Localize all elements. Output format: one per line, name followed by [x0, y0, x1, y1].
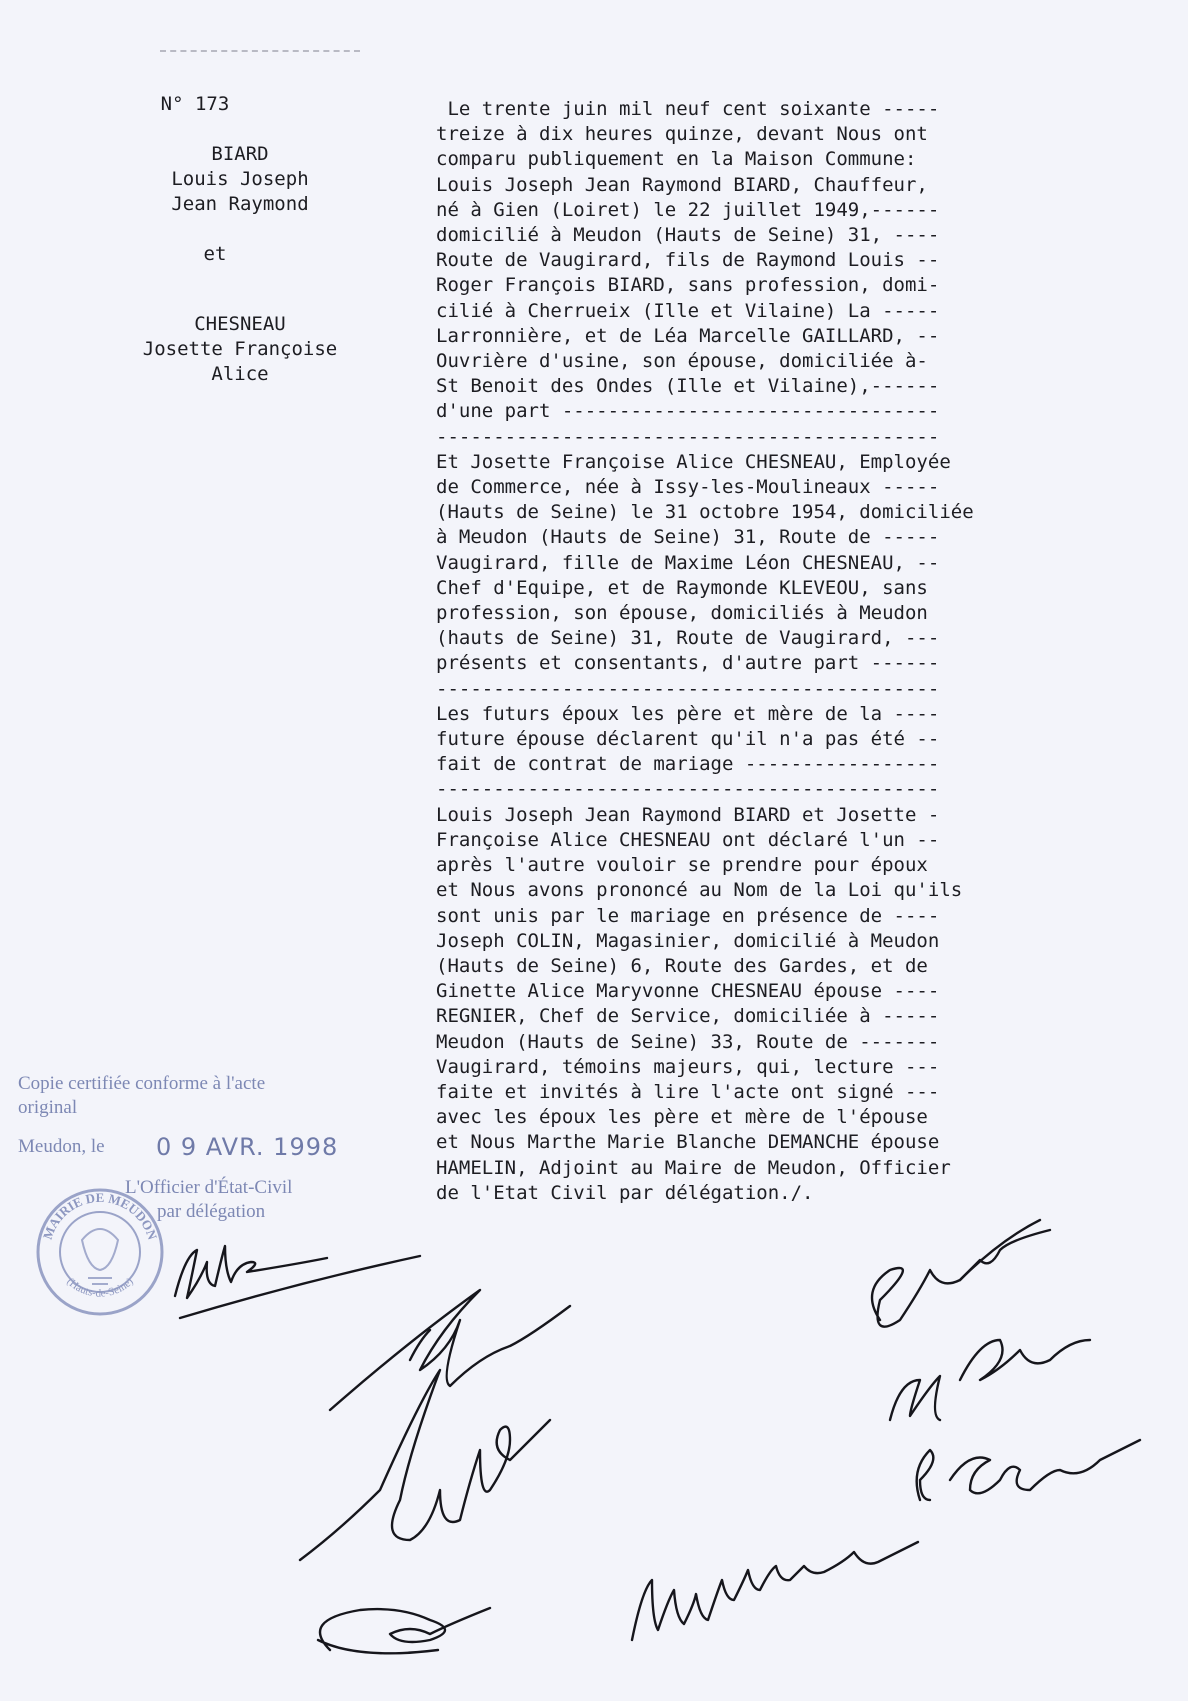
stamp-line-2: original: [18, 1097, 78, 1118]
groom-surname: BIARD: [211, 143, 269, 165]
act-text-line: Le trente juin mil neuf cent soixante -----: [436, 98, 940, 120]
act-text-line: --------------------------------------------: [436, 425, 940, 448]
act-text-line: Et Josette Françoise Alice CHESNEAU, Employée: [436, 450, 951, 473]
act-text-line: --------------------------------------------: [436, 778, 940, 801]
officer-signature: [175, 1246, 420, 1318]
groom-given-names-1: Louis Joseph: [171, 168, 309, 190]
act-text-line: Ouvrière d'usine, son épouse, domiciliée à-: [436, 350, 928, 373]
stamp-date: 0 9 AVR. 1998: [156, 1133, 339, 1161]
bride-given-names-1: Josette Françoise: [142, 338, 338, 360]
act-text-line: et Nous avons prononcé au Nom de la Loi qu'ils: [436, 879, 963, 902]
act-text-line: Ginette Alice Maryvonne CHESNEAU épouse ----: [436, 980, 940, 1003]
witness-signature-regnier: [632, 1542, 918, 1640]
act-text-line: Françoise Alice CHESNEAU ont déclaré l'un --: [436, 828, 940, 851]
groom-given-names-2: Jean Raymond: [171, 193, 309, 215]
act-text-line: faite et invités à lire l'acte ont signé ---: [436, 1080, 940, 1103]
stamp-place: Meudon, le: [18, 1136, 105, 1157]
act-text-line: après l'autre vouloir se prendre pour époux: [436, 854, 928, 877]
act-text-line: (hauts de Seine) 31, Route de Vaugirard, ---: [436, 627, 940, 650]
act-text-line: et Nous Marthe Marie Blanche DEMANCHE épouse: [436, 1131, 940, 1154]
act-text-line: à Meudon (Hauts de Seine) 31, Route de -----: [436, 526, 940, 549]
act-text-line: Meudon (Hauts de Seine) 33, Route de -------: [436, 1030, 940, 1053]
officer-line-2: par délégation: [157, 1201, 266, 1222]
act-text-line: de Commerce, née à Issy-les-Moulineaux -----: [436, 476, 940, 499]
act-text-line: future épouse déclarent qu'il n'a pas été --: [436, 728, 940, 751]
act-text-line: domicilié à Meudon (Hauts de Seine) 31, ----: [436, 224, 940, 247]
act-text-line: HAMELIN, Adjoint au Maire de Meudon, Officier: [436, 1156, 951, 1179]
act-text-line: présents et consentants, d'autre part ------: [436, 652, 940, 675]
act-text-line: Route de Vaugirard, fils de Raymond Louis --: [436, 249, 940, 272]
act-text-line: Vaugirard, fille de Maxime Léon CHESNEAU, --: [436, 551, 940, 574]
officer-line-1: L'Officier d'État-Civil: [125, 1177, 293, 1198]
act-text-line: sont unis par le mariage en présence de ----: [436, 904, 940, 927]
act-text-line: Larronnière, et de Léa Marcelle GAILLARD, --: [436, 324, 940, 347]
act-text-line: --------------------------------------------: [436, 677, 940, 700]
act-text-line: avec les époux les père et mère de l'épouse: [436, 1106, 928, 1129]
groom-signature: [330, 1290, 570, 1410]
act-text-line: profession, son épouse, domiciliés à Meudon: [436, 602, 928, 625]
seal-bottom-text: (Hauts-de-Seine): [64, 1275, 136, 1300]
connector-et: et: [203, 243, 227, 265]
act-text-line: de l'Etat Civil par délégation./.: [436, 1181, 814, 1204]
act-text-line: Roger François BIARD, sans profession, domi-: [436, 274, 940, 297]
act-text-line: Louis Joseph Jean Raymond BIARD, Chauffeur,: [436, 173, 928, 196]
act-text-line: Les futurs époux les père et mère de la ----: [436, 702, 940, 725]
act-text-line: Vaugirard, témoins majeurs, qui, lecture ---: [436, 1055, 940, 1078]
bride-initials-signature: [318, 1608, 490, 1653]
bride-given-names-2: Alice: [211, 363, 269, 385]
chesneau-signature-3: [917, 1440, 1140, 1500]
act-text-line: comparu publiquement en la Maison Commune:: [436, 148, 917, 171]
act-text-line: cilié à Cherrueix (Ille et Vilaine) La -----: [436, 299, 940, 322]
act-text-line: Louis Joseph Jean Raymond BIARD et Josette -: [436, 803, 940, 826]
act-text-line: REGNIER, Chef de Service, domiciliée à -----: [436, 1005, 940, 1028]
bride-surname: CHESNEAU: [194, 313, 286, 335]
act-text-line: Joseph COLIN, Magasinier, domicilié à Meudon: [436, 929, 940, 952]
act-text-line: treize à dix heures quinze, devant Nous ont: [436, 123, 928, 146]
seal-top-text: MAIRIE DE MEUDON: [39, 1190, 161, 1242]
act-text-line: (Hauts de Seine) le 31 octobre 1954, domiciliée: [436, 501, 974, 524]
act-number: N° 173: [160, 93, 230, 115]
act-text-line: (Hauts de Seine) 6, Route des Gardes, et de: [436, 954, 928, 977]
act-text-line: né à Gien (Loiret) le 22 juillet 1949,------: [436, 198, 940, 221]
chesneau-signature-2: [890, 1340, 1090, 1420]
act-text-line: Chef d'Equipe, et de Raymonde KLEVEOU, sans: [436, 576, 928, 599]
act-text-line: d'une part ---------------------------------: [436, 400, 940, 423]
witness-signature-colin: [300, 1370, 550, 1560]
act-text-line: St Benoit des Ondes (Ille et Vilaine),------: [436, 375, 940, 398]
stamp-line-1: Copie certifiée conforme à l'acte: [18, 1073, 266, 1094]
act-text-line: fait de contrat de mariage -----------------: [436, 753, 940, 776]
